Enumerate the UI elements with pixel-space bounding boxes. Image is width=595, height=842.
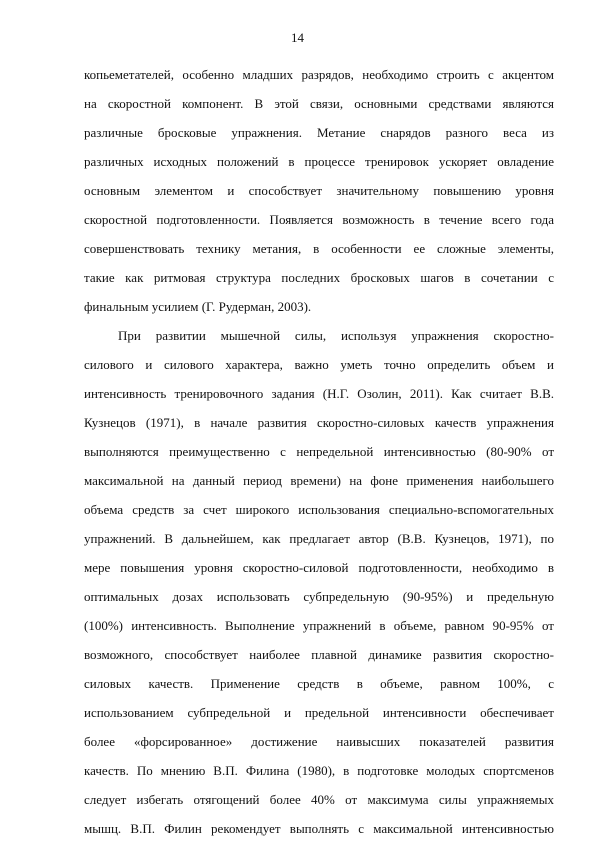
text-line: основным элементом и способствует значительному повышению уровня bbox=[84, 183, 554, 198]
text-line: упражнений. В дальнейшем, как предлагает автор (В.В. Кузнецов, 1971), по bbox=[84, 531, 554, 546]
text-line: использованием субпредельной и предельной интенсивности обеспечивает bbox=[84, 705, 554, 720]
text-line: возможного, способствует наиболее плавной динамике развития скоростно- bbox=[84, 647, 554, 662]
text-line: совершенствовать технику метания, в особенности ее сложные элементы, bbox=[84, 241, 554, 256]
text-line: объема средств за счет широкого использования специально-вспомогательных bbox=[84, 502, 554, 517]
text-line: различные бросковые упражнения. Метание снарядов разного веса из bbox=[84, 125, 554, 140]
text-line: силового и силового характера, важно уметь точно определить объем и bbox=[84, 357, 554, 372]
text-line: на скоростной компонент. В этой связи, основными средствами являются bbox=[84, 96, 554, 111]
text-line: максимальной на данный период времени) на фоне применения наибольшего bbox=[84, 473, 554, 488]
text-line: качеств. По мнению В.П. Филина (1980), в подготовке молодых спортсменов bbox=[84, 763, 554, 778]
text-line: Кузнецов (1971), в начале развития скоростно-силовых качеств упражнения bbox=[84, 415, 554, 430]
page-number: 14 bbox=[291, 30, 304, 45]
text-line: оптимальных дозах использовать субпредельную (90-95%) и предельную bbox=[84, 589, 554, 604]
text-line: интенсивность тренировочного задания (Н.Г. Озолин, 2011). Как считает В.В. bbox=[84, 386, 554, 401]
text-line: финальным усилием (Г. Рудерман, 2003). bbox=[84, 299, 312, 314]
text-line: скоростной подготовленности. Появляется возможность в течение всего года bbox=[84, 212, 554, 227]
text-line: различных исходных положений в процессе тренировок ускоряет овладение bbox=[84, 154, 554, 169]
text-line: мере повышения уровня скоростно-силовой подготовленности, необходимо в bbox=[84, 560, 554, 575]
text-line: мышц. В.П. Филин рекомендует выполнять с максимальной интенсивностью bbox=[84, 821, 554, 836]
text-line: При развитии мышечной силы, используя упражнения скоростно- bbox=[118, 328, 554, 343]
text-line: силовых качеств. Применение средств в объеме, равном 100%, с bbox=[84, 676, 554, 691]
text-line: следует избегать отягощений более 40% от максимума силы упражняемых bbox=[84, 792, 554, 807]
text-line: более «форсированное» достижение наивысших показателей развития bbox=[84, 734, 554, 749]
text-line: такие как ритмовая структура последних бросковых шагов в сочетании с bbox=[84, 270, 554, 285]
text-line: копьеметателей, особенно младших разрядов, необходимо строить с акцентом bbox=[84, 67, 554, 82]
text-line: (100%) интенсивность. Выполнение упражнений в объеме, равном 90-95% от bbox=[84, 618, 554, 633]
text-line: выполняются преимущественно с непредельной интенсивностью (80-90% от bbox=[84, 444, 554, 459]
